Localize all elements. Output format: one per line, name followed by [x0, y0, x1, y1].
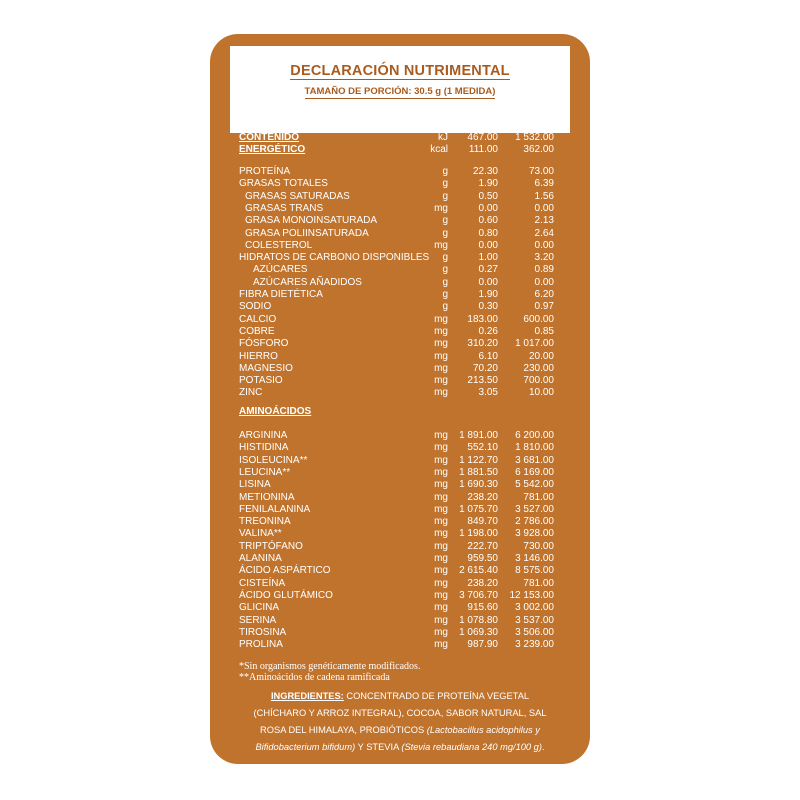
serving-cell: 1.90 [478, 178, 498, 190]
unit-cell: mg [434, 239, 448, 251]
unit-cell: g [442, 276, 448, 288]
unit-cell: mg [434, 479, 448, 491]
table-row [210, 301, 590, 313]
table-row [210, 375, 590, 387]
unit-cell: mg [434, 639, 448, 651]
ingredients-text-3: ROSA DEL HIMALAYA, PROBIÓTICOS [260, 725, 427, 735]
unit-cell: g [442, 166, 448, 177]
ingredients-label: INGREDIENTES: [270, 691, 344, 701]
unit-cell: kJ [438, 132, 448, 143]
serving-cell: 1.90 [478, 289, 498, 300]
per100-cell: 362.00 [523, 144, 554, 155]
unit-cell: mg [434, 350, 448, 362]
row-label: ÁCIDO GLUTÁMICO [239, 589, 333, 601]
table-row [210, 228, 590, 240]
table-row [210, 240, 590, 252]
per100-cell: 3 002.00 [515, 602, 554, 614]
serving-cell: 1 069.30 [459, 626, 498, 638]
per100-cell: 6 169.00 [515, 466, 554, 478]
per100-cell: 10.00 [528, 387, 554, 399]
unit-cell: mg [434, 454, 448, 466]
per100-cell: 2.64 [534, 227, 554, 239]
row-label: COLESTEROL [245, 239, 313, 251]
serving-cell: 22.30 [472, 166, 498, 177]
serving-cell: 1 690.30 [459, 479, 498, 491]
per100-cell: 3.20 [534, 252, 554, 264]
serving-cell: 0.80 [478, 227, 498, 239]
unit-cell: mg [434, 362, 448, 374]
serving-cell: 1 122.70 [459, 454, 498, 466]
row-label: ISOLEUCINA** [239, 454, 308, 466]
serving-cell: 0.00 [478, 276, 498, 288]
per100-cell: 1.56 [534, 190, 554, 202]
table-row [210, 326, 590, 338]
row-label: AZÚCARES AÑADIDOS [253, 276, 362, 288]
table-row [210, 351, 590, 363]
table-row [210, 602, 590, 614]
table-row [210, 215, 590, 227]
probiotic-names-2: Bifidobacterium bifidum) [255, 742, 356, 752]
nutrition-label-panel [210, 34, 590, 764]
serving-cell: 0.26 [478, 325, 498, 337]
table-row [210, 314, 590, 326]
row-label: COBRE [239, 325, 275, 337]
label-title-text: DECLARACIÓN NUTRIMENTAL [290, 63, 510, 79]
unit-cell: g [442, 215, 448, 227]
row-label: LISINA [239, 479, 271, 491]
row-label: GRASAS TRANS [245, 202, 324, 214]
serving-cell: 6.10 [478, 350, 498, 362]
table-row [210, 277, 590, 289]
serving-cell: 183.00 [467, 313, 498, 325]
ingredients-block [230, 688, 570, 756]
per100-cell: 0.97 [534, 301, 554, 313]
row-label: FIBRA DIETÉTICA [239, 289, 323, 300]
serving-cell: 0.50 [478, 190, 498, 202]
label-header [230, 46, 570, 133]
row-label: CALCIO [239, 313, 277, 325]
stevia-detail: (Stevia rebaudiana 240 mg/100 g) [401, 742, 542, 752]
serving-cell: 1 881.50 [459, 466, 498, 478]
table-row [210, 627, 590, 639]
per100-cell: 20.00 [528, 350, 554, 362]
per100-cell: 0.00 [534, 239, 554, 251]
serving-size [230, 86, 570, 97]
serving-cell: 1.00 [478, 252, 498, 264]
note-bcaa: **Aminoácidos de cadena ramificada [239, 672, 390, 683]
row-label: GRASA POLIINSATURADA [245, 227, 369, 239]
serving-cell: 1 078.80 [459, 614, 498, 626]
table-row [210, 541, 590, 553]
table-row [210, 338, 590, 350]
table-row [210, 528, 590, 540]
row-label: FÓSFORO [239, 338, 289, 350]
row-label: MAGNESIO [239, 362, 293, 374]
per100-cell: 1 810.00 [515, 442, 554, 454]
row-label: GRASA MONOINSATURADA [245, 215, 378, 227]
row-label: ZINC [239, 387, 263, 399]
per100-cell: 3 506.00 [515, 626, 554, 638]
row-label: CISTEÍNA [239, 577, 286, 589]
serving-cell: 0.30 [478, 301, 498, 313]
per100-cell: 0.89 [534, 264, 554, 276]
serving-cell: 987.90 [467, 639, 498, 651]
energy-label-1: CONTENIDO [239, 132, 299, 143]
unit-cell: g [442, 252, 448, 264]
serving-cell: 238.20 [467, 491, 498, 503]
table-row [210, 191, 590, 203]
serving-cell: 915.60 [467, 602, 498, 614]
per100-cell: 6.39 [534, 178, 554, 190]
row-label: GLICINA [239, 602, 280, 614]
row-label: HISTIDINA [239, 442, 289, 454]
unit-cell: mg [434, 325, 448, 337]
unit-cell: g [442, 178, 448, 190]
unit-cell: mg [434, 528, 448, 540]
serving-size-text: TAMAÑO DE PORCIÓN: 30.5 g (1 MEDIDA) [304, 86, 496, 97]
unit-cell: mg [434, 202, 448, 214]
table-row [210, 639, 590, 651]
table-row [210, 387, 590, 399]
serving-cell: 213.50 [467, 375, 498, 387]
serving-cell: 3 706.70 [459, 589, 498, 601]
table-row [210, 516, 590, 528]
row-label: TREONINA [239, 516, 291, 528]
label-title [230, 63, 570, 79]
probiotic-names-1: (Lactobacillus acidophilus y [426, 725, 540, 735]
table-row [210, 615, 590, 627]
ingredients-end: . [541, 742, 545, 752]
energy-row-kj [210, 132, 590, 144]
per100-cell: 3 537.00 [515, 614, 554, 626]
serving-cell: 0.00 [478, 202, 498, 214]
serving-cell: 959.50 [467, 553, 498, 564]
serving-cell: 1 198.00 [459, 528, 498, 540]
row-label: HIERRO [239, 350, 278, 362]
row-label: SERINA [239, 614, 277, 626]
row-label: PROTEÍNA [239, 166, 291, 177]
serving-cell: 0.00 [478, 239, 498, 251]
serving-cell: 70.20 [472, 362, 498, 374]
col-header-unit: UNIDAD DE MEDIDA [410, 102, 450, 118]
per100-cell: 3 146.00 [515, 553, 554, 564]
unit-cell: mg [434, 614, 448, 626]
unit-cell: mg [434, 565, 448, 577]
unit-cell: g [442, 264, 448, 276]
per100-cell: 3 928.00 [515, 528, 554, 540]
unit-cell: mg [434, 338, 448, 350]
serving-cell: 111.00 [468, 144, 498, 155]
row-label: METIONINA [239, 491, 295, 503]
per100-cell: 3 239.00 [515, 639, 554, 651]
per100-cell: 230.00 [523, 362, 554, 374]
per100-cell: 0.85 [534, 325, 554, 337]
table-row [210, 492, 590, 504]
energy-label-2: ENERGÉTICO [239, 144, 306, 155]
serving-cell: 0.60 [478, 215, 498, 227]
row-label: ARGININA [239, 430, 288, 441]
row-label: TRIPTÓFANO [239, 540, 303, 552]
unit-cell: g [442, 289, 448, 300]
unit-cell: mg [434, 466, 448, 478]
unit-cell: mg [434, 387, 448, 399]
table-row [210, 203, 590, 215]
unit-cell: mg [434, 491, 448, 503]
row-label: ALANINA [239, 553, 282, 564]
serving-cell: 2 615.40 [459, 565, 498, 577]
note-gmo: *Sin organismos genéticamente modificados. [239, 661, 421, 672]
serving-cell: 3.05 [478, 387, 498, 399]
ingredients-text-2: (CHÍCHARO Y ARROZ INTEGRAL), COCOA, SABOR NATURAL, SAL [253, 708, 547, 718]
energy-row-kcal [210, 144, 590, 156]
per100-cell: 600.00 [523, 313, 554, 325]
per100-cell: 1 017.00 [515, 338, 554, 350]
per100-cell: 5 542.00 [515, 479, 554, 491]
serving-cell: 467.00 [467, 132, 498, 143]
per100-cell: 6.20 [534, 289, 554, 300]
per100-cell: 1 532.00 [515, 132, 554, 143]
table-row [210, 252, 590, 264]
table-row [210, 363, 590, 375]
serving-cell: 552.10 [467, 442, 498, 454]
table-row [210, 166, 590, 178]
unit-cell: mg [434, 313, 448, 325]
serving-cell: 310.20 [467, 338, 498, 350]
per100-cell: 700.00 [523, 375, 554, 387]
per100-cell: 8 575.00 [515, 565, 554, 577]
per100-cell: 2.13 [534, 215, 554, 227]
ingredients-text-4: Y STEVIA [355, 742, 402, 752]
table-row [210, 264, 590, 276]
per100-cell: 730.00 [523, 540, 554, 552]
per100-cell: 781.00 [523, 577, 554, 589]
amino-heading: AMINOÁCIDOS [239, 406, 312, 417]
per100-cell: 781.00 [523, 491, 554, 503]
per100-cell: 12 153.00 [509, 589, 554, 601]
row-label: AZÚCARES [253, 264, 308, 276]
per100-cell: 3 681.00 [515, 454, 554, 466]
amino-heading-row [210, 406, 590, 418]
row-label: LEUCINA** [239, 466, 291, 478]
ingredients-text-1: CONCENTRADO DE PROTEÍNA VEGETAL [343, 691, 530, 701]
row-label: HIDRATOS DE CARBONO DISPONIBLES [239, 252, 430, 264]
row-label: SODIO [239, 301, 272, 313]
row-label: GRASAS TOTALES [239, 178, 328, 190]
row-label: GRASAS SATURADAS [245, 190, 350, 202]
unit-cell: mg [434, 589, 448, 601]
serving-cell: 1 891.00 [459, 430, 498, 441]
table-row [210, 504, 590, 516]
table-row [210, 178, 590, 190]
unit-cell: g [442, 301, 448, 313]
col-header-per-100g: POR 100 g DE PRODUCTO [507, 102, 555, 118]
unit-cell: mg [434, 540, 448, 552]
table-row [210, 590, 590, 602]
table-row [210, 467, 590, 479]
unit-cell: mg [434, 442, 448, 454]
unit-cell: mg [434, 430, 448, 441]
per100-cell: 0.00 [534, 202, 554, 214]
row-label: VALINA** [239, 528, 282, 540]
unit-cell: kcal [430, 144, 448, 155]
col-header-per-serving: POR PORCIÓN DE 30.5 g [459, 102, 493, 125]
unit-cell: mg [434, 577, 448, 589]
per100-cell: 6 200.00 [515, 430, 554, 441]
unit-cell: g [442, 190, 448, 202]
unit-cell: mg [434, 503, 448, 515]
serving-cell: 849.70 [467, 516, 498, 528]
unit-cell: mg [434, 602, 448, 614]
unit-cell: mg [434, 516, 448, 528]
table-row [210, 578, 590, 590]
table-row [210, 430, 590, 442]
serving-cell: 0.27 [478, 264, 498, 276]
row-label: FENILALANINA [239, 503, 311, 515]
row-label: POTASIO [239, 375, 283, 387]
per100-cell: 73.00 [528, 166, 554, 177]
serving-cell: 238.20 [467, 577, 498, 589]
unit-cell: mg [434, 626, 448, 638]
table-row [210, 553, 590, 565]
table-row [210, 442, 590, 454]
row-label: ÁCIDO ASPÁRTICO [239, 565, 331, 577]
per100-cell: 2 786.00 [515, 516, 554, 528]
row-label: TIROSINA [239, 626, 287, 638]
unit-cell: mg [434, 375, 448, 387]
row-label: PROLINA [239, 639, 283, 651]
per100-cell: 3 527.00 [515, 503, 554, 515]
table-row [210, 289, 590, 301]
table-row [210, 479, 590, 491]
serving-cell: 1 075.70 [459, 503, 498, 515]
per100-cell: 0.00 [534, 276, 554, 288]
table-row [210, 455, 590, 467]
unit-cell: g [442, 227, 448, 239]
unit-cell: mg [434, 553, 448, 564]
table-row [210, 565, 590, 577]
serving-cell: 222.70 [467, 540, 498, 552]
